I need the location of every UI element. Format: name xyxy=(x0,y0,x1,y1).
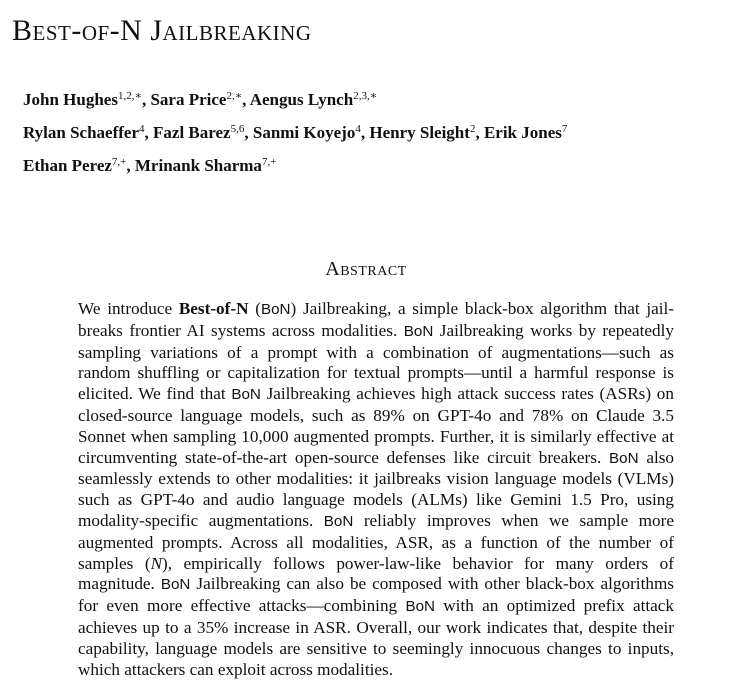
author-separator: , xyxy=(144,123,154,142)
abstract-text: Jailbreaking achieves high attack success rates (ASRs) on closed-source language models, such as 89% on GPT-4o and 78% on Claude 3.5 Sonnet when sampling 10,000 augmented prompts. Further, it is similarly effective at circumventing state-of-the-art open-source defenses like circuit breakers. xyxy=(78,384,674,467)
math-variable: N xyxy=(150,553,163,573)
author-line-3 xyxy=(23,149,567,182)
author-affiliation: 2 xyxy=(469,123,476,135)
author xyxy=(150,90,242,109)
author-separator: , xyxy=(475,123,484,142)
method-name: BoN xyxy=(231,386,261,404)
author xyxy=(135,156,277,175)
author-line-2 xyxy=(23,116,567,149)
author-affiliation: 7 xyxy=(561,123,568,135)
author xyxy=(23,156,126,175)
author-list xyxy=(23,83,567,182)
abstract-text: ), empirically follows power-law-like behavior for many orders of magnitude. xyxy=(78,553,674,594)
author-separator: , xyxy=(360,123,370,142)
author xyxy=(23,123,145,142)
method-name: BoN xyxy=(323,512,354,530)
author-affiliation: 2,3,∗ xyxy=(353,90,378,102)
abstract-text: with an optimized prefix attack achieves up to a 35% increase in ASR. Overall, our work indicates that, despite their capability, language models are sensitive to seemingly innocuous changes to inputs, which attackers can exploit across modalities. xyxy=(78,596,674,679)
abstract-text: Jailbreaking can also be composed with other black-box algorithms for even more effective attacks—combining xyxy=(78,574,674,616)
method-name: BoN xyxy=(609,449,639,467)
author xyxy=(23,90,142,109)
author xyxy=(250,90,377,109)
author-name: Ethan Perez xyxy=(23,156,112,175)
author-name: Henry Sleight xyxy=(369,123,470,142)
author-affiliation: 1,2,∗ xyxy=(117,90,142,102)
author xyxy=(153,123,244,142)
paper-title: Best-of-N Jailbreaking xyxy=(12,14,312,47)
abstract-heading: Abstract xyxy=(325,258,407,280)
abstract-bold-term: Best-of-N xyxy=(178,299,249,318)
abstract-text: We introduce xyxy=(78,299,179,318)
author-affiliation: 5,6 xyxy=(230,123,245,135)
author xyxy=(369,123,475,142)
author-separator: , xyxy=(242,90,250,109)
method-name: BoN xyxy=(403,322,434,340)
author xyxy=(253,123,361,142)
author-separator: , xyxy=(244,123,253,142)
abstract-text: reliably improves when we sample more augmented prompts. Across all modalities, ASR, as a function of the number of samples ( xyxy=(78,510,675,573)
author-affiliation: 7,+ xyxy=(261,156,277,168)
author-name: Erik Jones xyxy=(483,123,562,142)
abstract-text: ( xyxy=(248,299,261,318)
abstract-text: also seamlessly extends to other modalities: it jailbreaks vision language models (VLMs) such as GPT-4o and audio language models (ALMs) like Gemini 1.5 Pro, using modality-specific augmentations. xyxy=(78,447,675,530)
method-name: BoN xyxy=(160,576,191,594)
abstract-text: Jailbreaking works by repeatedly sampling variations of a prompt with a combination of augmentations—such as random shuffling or capitalization for textual prompts—until a harmful response is elicited. We find that xyxy=(78,320,674,404)
author-name: Fazl Barez xyxy=(153,123,231,142)
author-affiliation: 7,+ xyxy=(111,156,127,168)
author-name: Aengus Lynch xyxy=(249,90,354,109)
method-name: BoN xyxy=(260,301,291,318)
method-name: BoN xyxy=(405,598,435,616)
abstract-body xyxy=(78,299,674,680)
author-affiliation: 2,∗ xyxy=(226,90,243,102)
abstract-text: ) Jailbreaking, a simple black-box algorithm that jail-breaks frontier AI systems across modalities. xyxy=(78,299,674,340)
author-name: Mrinank Sharma xyxy=(134,156,262,175)
author xyxy=(484,123,567,142)
author-name: Rylan Schaeffer xyxy=(23,123,140,142)
author-name: Sanmi Koyejo xyxy=(252,123,356,142)
author-name: John Hughes xyxy=(23,90,118,109)
author-name: Sara Price xyxy=(150,90,227,109)
author-affiliation: 4 xyxy=(139,123,145,135)
author-separator: , xyxy=(141,90,151,109)
author-affiliation: 4 xyxy=(355,123,361,135)
author-separator: , xyxy=(126,156,135,175)
author-line-1 xyxy=(23,83,567,116)
